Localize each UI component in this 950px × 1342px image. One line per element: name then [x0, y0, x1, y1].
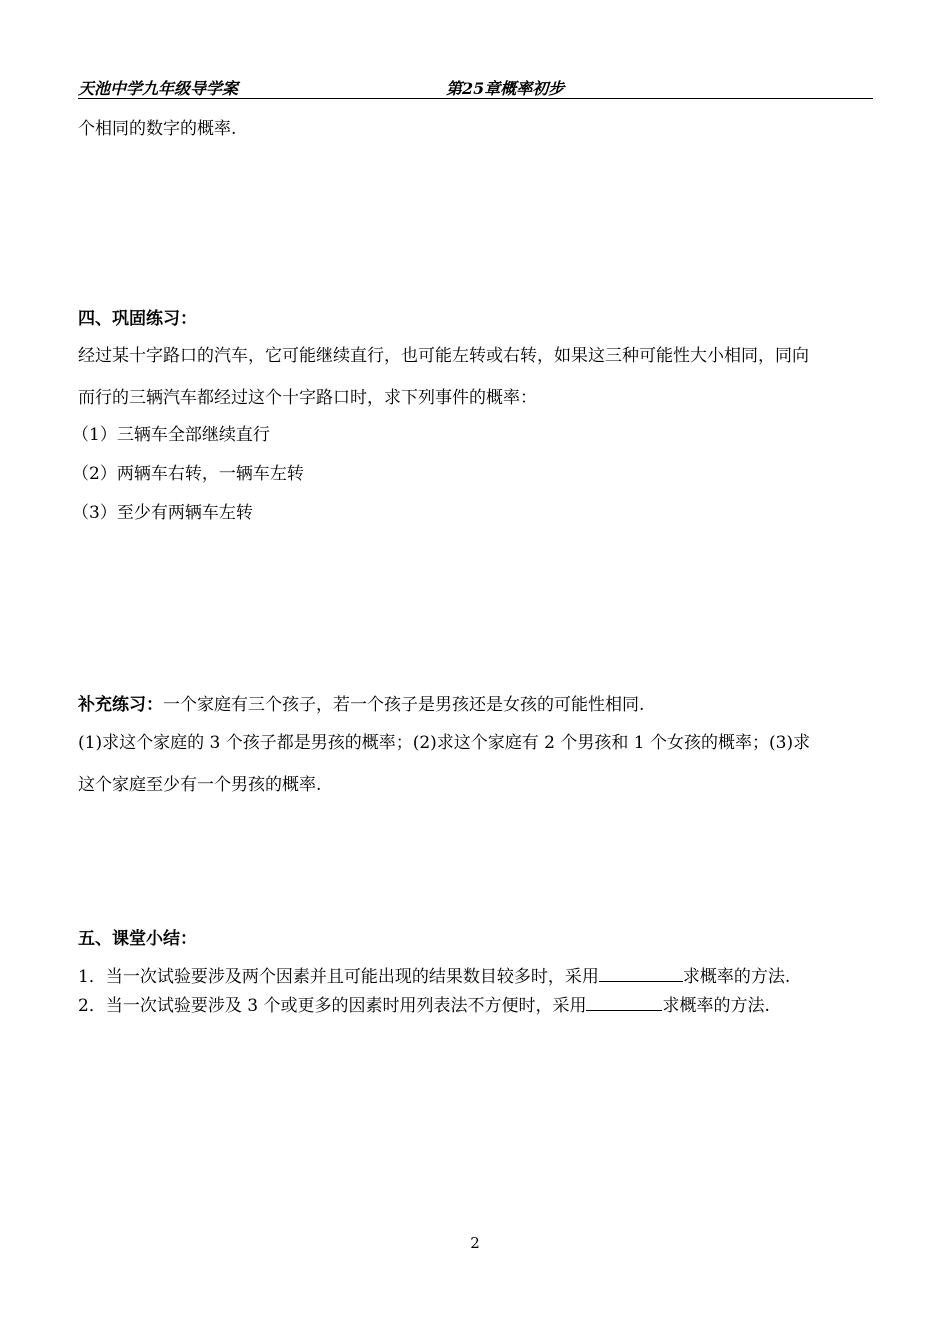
page-header — [78, 74, 873, 99]
section5-item-2 — [78, 994, 770, 1017]
supplement-text: 一个家庭有三个孩子，若一个孩子是男孩还是女孩的可能性相同. — [163, 695, 645, 715]
section4-problem-line2: 而行的三辆汽车都经过这个十字路口时，求下列事件的概率： — [78, 388, 537, 408]
section5-item-1 — [78, 965, 790, 988]
section4-problem-line1: 经过某十字路口的汽车，它可能继续直行，也可能左转或右转，如果这三种可能性大小相同，同向 — [78, 346, 809, 366]
supplement-line2: (1)求这个家庭的 3 个孩子都是男孩的概率；(2)求这个家庭有 2 个男孩和 1 个女孩的概率；(3)求 — [78, 733, 811, 753]
section5-item-2-before: 2．当一次试验要涉及 3 个或更多的因素时用列表法不方便时，采用 — [78, 996, 587, 1016]
header-school-title: 天池中学九年级导学案 — [78, 79, 239, 98]
section5-title: 五、课堂小结： — [78, 929, 197, 949]
page-number: 2 — [470, 1234, 480, 1252]
section4-item-2: （2）两辆车右转，一辆车左转 — [72, 464, 304, 484]
section5-item-1-before: 1．当一次试验要涉及两个因素并且可能出现的结果数目较多时，采用 — [78, 967, 599, 987]
fill-blank-1 — [599, 965, 683, 982]
supplement-line3: 这个家庭至少有一个男孩的概率. — [78, 775, 322, 795]
section4-item-1: （1）三辆车全部继续直行 — [72, 425, 270, 445]
fill-blank-2 — [586, 994, 662, 1011]
continuation-text: 个相同的数字的概率. — [78, 119, 237, 139]
section5-item-2-after: 求概率的方法. — [662, 996, 770, 1016]
supplement-label: 补充练习： — [78, 695, 163, 715]
section5-item-1-after: 求概率的方法. — [682, 967, 791, 987]
header-chapter-title: 第25章概率初步 — [446, 79, 565, 98]
section4-title: 四、巩固练习： — [78, 309, 197, 329]
section4-item-3: （3）至少有两辆车左转 — [72, 503, 253, 523]
supplement-line1 — [78, 694, 644, 716]
